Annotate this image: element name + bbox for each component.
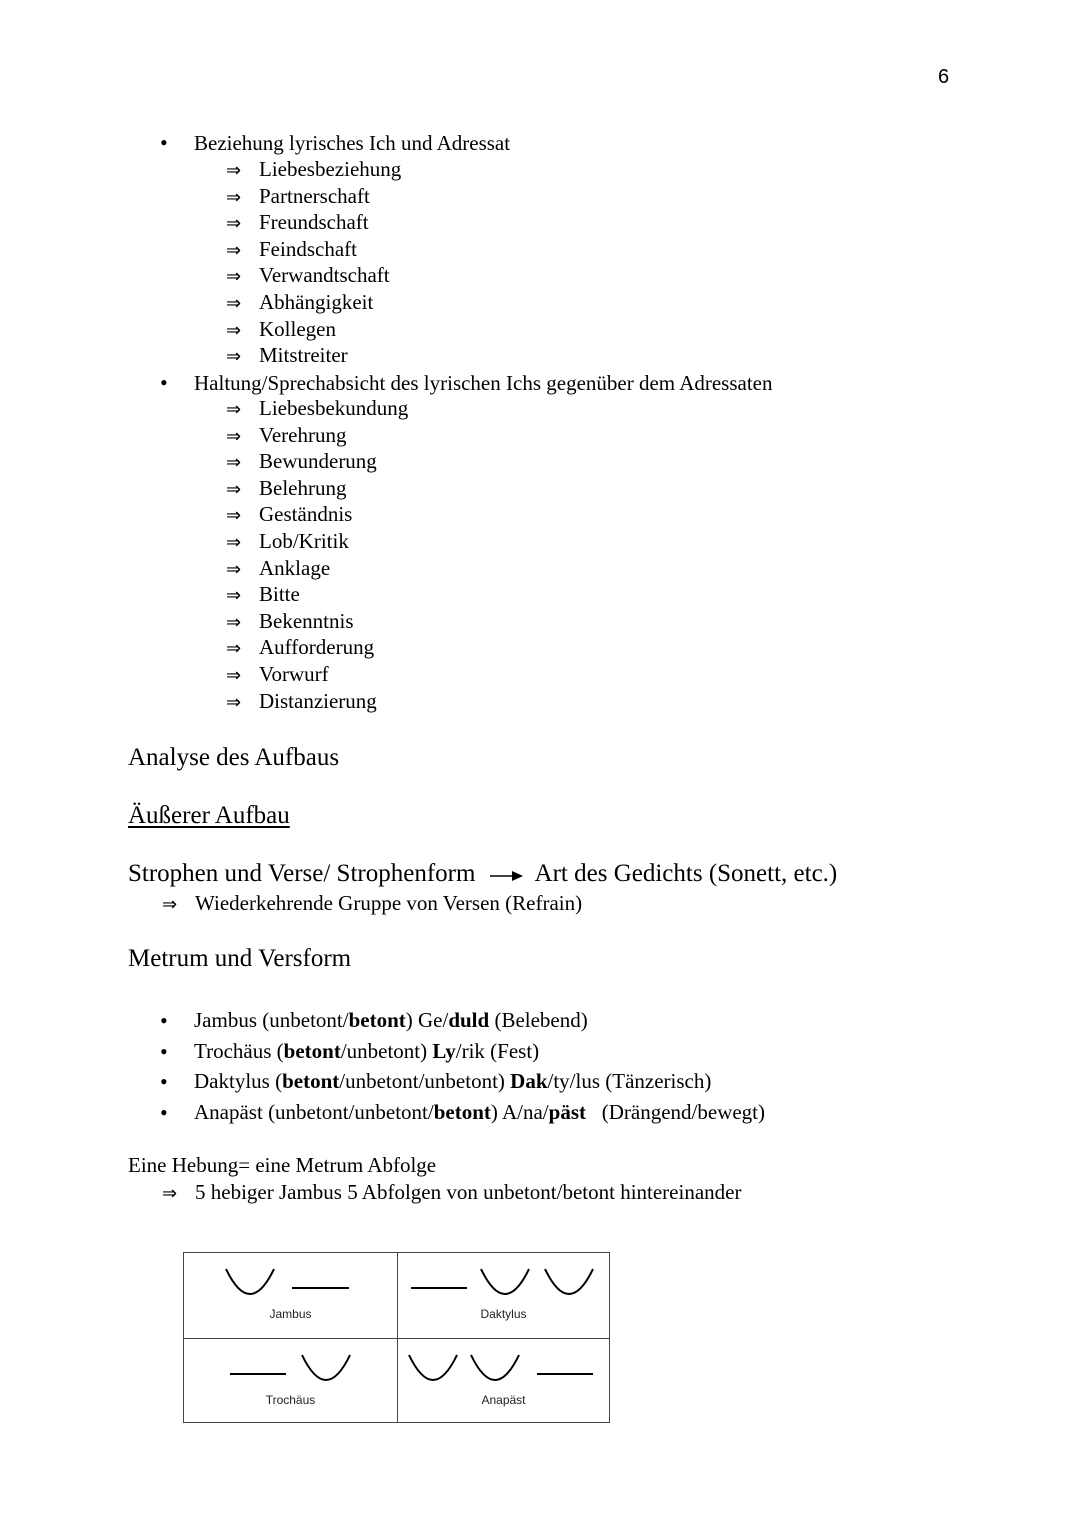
cell-jambus <box>184 1253 397 1338</box>
sub-item <box>226 635 374 660</box>
bullet-dot: • <box>160 370 168 395</box>
implies-arrow-icon: ⇒ <box>226 558 242 580</box>
sub-item-label: Bewunderung <box>259 449 377 474</box>
daktylus-symbol-icon <box>397 1253 610 1303</box>
metrum-item-part: duld <box>448 1008 490 1032</box>
implies-arrow-icon: ⇒ <box>162 894 178 915</box>
metrum-item <box>194 1039 539 1064</box>
metrum-heading: Metrum und Versform <box>128 945 352 972</box>
sub-item <box>226 662 329 687</box>
sub-item-label: Partnerschaft <box>259 183 370 208</box>
hebung-sub-text: 5 hebiger Jambus 5 Abfolgen von unbetont/betont hintereinander <box>195 1180 742 1204</box>
implies-arrow-icon: ⇒ <box>226 638 242 660</box>
metrum-item <box>194 1008 588 1033</box>
metrum-item <box>194 1069 711 1094</box>
label-anapaest: Anapäst <box>481 1393 526 1407</box>
bullet-dot: • <box>160 1099 168 1125</box>
sub-item <box>226 582 300 607</box>
label-jambus: Jambus <box>269 1307 312 1321</box>
implies-arrow-icon: ⇒ <box>226 585 242 607</box>
hebung-line: Eine Hebung= eine Metrum Abfolge <box>128 1153 437 1177</box>
implies-arrow-icon: ⇒ <box>226 186 242 208</box>
strophen-left: Strophen und Verse/ Strophenform <box>128 860 476 887</box>
cell-anapaest <box>397 1339 610 1424</box>
trochaeus-symbol-icon <box>184 1339 397 1389</box>
sub-item <box>226 157 401 182</box>
analyse-heading: Analyse des Aufbaus <box>128 744 340 771</box>
sub-item <box>226 609 354 634</box>
anapaest-symbol-icon <box>397 1339 610 1389</box>
sub-item-label: Freundschaft <box>259 210 369 235</box>
aeusserer-heading: Äußerer Aufbau <box>128 802 290 829</box>
implies-arrow-icon: ⇒ <box>226 665 242 686</box>
implies-arrow-icon: ⇒ <box>226 611 242 633</box>
metrum-item-part: Anapäst (unbetont/unbetont/ <box>194 1099 434 1124</box>
sub-item <box>226 343 348 368</box>
sub-item-label: Liebesbeziehung <box>259 157 402 181</box>
sub-item-label: Anklage <box>259 555 331 580</box>
sub-item <box>226 317 336 342</box>
sub-item <box>226 502 352 527</box>
sub-item-label: Kollegen <box>259 316 336 341</box>
section1-bullet: Beziehung lyrisches Ich und Adressat <box>194 131 511 155</box>
sub-item-label: Feindschaft <box>259 236 357 261</box>
page-number: 6 <box>938 66 950 88</box>
metrum-item-part: /rik (Fest) <box>455 1038 540 1063</box>
implies-arrow-icon: ⇒ <box>226 346 242 368</box>
label-trochaeus: Trochäus <box>265 1393 316 1407</box>
cell-daktylus <box>397 1253 610 1338</box>
jambus-symbol-icon <box>184 1253 397 1303</box>
metrum-item-part: betont <box>283 1038 341 1063</box>
implies-arrow-icon: ⇒ <box>226 160 242 181</box>
cell-trochaeus <box>184 1339 397 1424</box>
strophen-sub <box>162 891 582 916</box>
sub-item-label: Bekenntnis <box>259 608 354 633</box>
implies-arrow-icon: ⇒ <box>226 399 242 420</box>
label-daktylus: Daktylus <box>480 1307 527 1321</box>
sub-item-label: Belehrung <box>259 475 347 500</box>
sub-item-label: Liebesbekundung <box>259 396 409 420</box>
implies-arrow-icon: ⇒ <box>226 691 242 713</box>
metrum-item-part: Dak <box>510 1069 548 1093</box>
sub-item <box>226 689 377 714</box>
implies-arrow-icon: ⇒ <box>226 266 242 288</box>
sub-item-label: Verwandtschaft <box>259 263 390 288</box>
sub-item-label: Geständnis <box>259 502 353 527</box>
metrum-item-part: betont <box>348 1008 406 1032</box>
metrum-item-part: betont <box>433 1099 491 1124</box>
implies-arrow-icon: ⇒ <box>226 293 242 314</box>
implies-arrow-icon: ⇒ <box>226 319 242 341</box>
hebung-sub <box>162 1180 741 1205</box>
metrum-item-part: /unbetont) <box>340 1038 433 1063</box>
sub-item-label: Mitstreiter <box>259 343 348 368</box>
sub-item <box>226 210 369 235</box>
strophen-sub-text: Wiederkehrende Gruppe von Versen (Refrain) <box>195 891 583 915</box>
implies-arrow-icon: ⇒ <box>226 425 242 447</box>
implies-arrow-icon: ⇒ <box>226 505 242 527</box>
metrum-item-part: ) A/na/ <box>490 1099 549 1124</box>
metrum-item <box>194 1100 765 1125</box>
sub-item <box>226 529 349 554</box>
sub-item <box>226 237 357 262</box>
sub-item <box>226 423 346 448</box>
bullet-dot: • <box>160 1069 168 1094</box>
metrum-item-part: päst <box>548 1099 586 1124</box>
metrum-item-part: /ty/lus (Tänzerisch) <box>547 1069 712 1093</box>
implies-arrow-icon: ⇒ <box>226 213 242 235</box>
metrum-item-part: (Belebend) <box>489 1008 588 1032</box>
sub-item-label: Aufforderung <box>259 635 375 660</box>
metrum-item-part: ) Ge/ <box>405 1008 449 1032</box>
sub-item-label: Abhängigkeit <box>259 290 374 314</box>
bullet-dot: • <box>160 1008 168 1033</box>
sub-item <box>226 290 373 315</box>
sub-item <box>226 449 377 474</box>
sub-item <box>226 184 370 209</box>
bullet-dot: • <box>160 130 168 155</box>
metrum-item-part: Jambus (unbetont/ <box>194 1008 349 1032</box>
bullet-dot: • <box>160 1038 168 1064</box>
sub-item <box>226 263 390 288</box>
metrum-table <box>183 1252 610 1423</box>
metrum-item-part: /unbetont/unbetont) <box>339 1069 511 1093</box>
implies-arrow-icon: ⇒ <box>226 532 242 553</box>
sub-item-label: Lob/Kritik <box>259 529 349 553</box>
metrum-item-part: betont <box>282 1069 340 1093</box>
sub-item <box>226 556 330 581</box>
arrow-right-icon <box>490 861 526 889</box>
implies-arrow-icon: ⇒ <box>162 1183 178 1204</box>
sub-item <box>226 396 408 421</box>
sub-item-label: Distanzierung <box>259 688 377 713</box>
strophen-right: Art des Gedichts (Sonett, etc.) <box>534 860 838 887</box>
metrum-item-part: Ly <box>432 1038 456 1063</box>
sub-item-label: Vorwurf <box>259 662 329 686</box>
implies-arrow-icon: ⇒ <box>226 239 242 261</box>
strophen-line <box>128 860 837 889</box>
sub-item <box>226 476 346 501</box>
implies-arrow-icon: ⇒ <box>226 478 242 500</box>
metrum-item-part: Daktylus ( <box>194 1069 283 1093</box>
metrum-item-part: Trochäus ( <box>194 1038 284 1063</box>
sub-item-label: Verehrung <box>259 422 347 447</box>
section2-bullet: Haltung/Sprechabsicht des lyrischen Ichs gegenüber dem Adressaten <box>194 371 773 395</box>
metrum-item-part: (Drängend/bewegt) <box>586 1099 766 1124</box>
implies-arrow-icon: ⇒ <box>226 452 242 474</box>
sub-item-label: Bitte <box>259 582 300 607</box>
